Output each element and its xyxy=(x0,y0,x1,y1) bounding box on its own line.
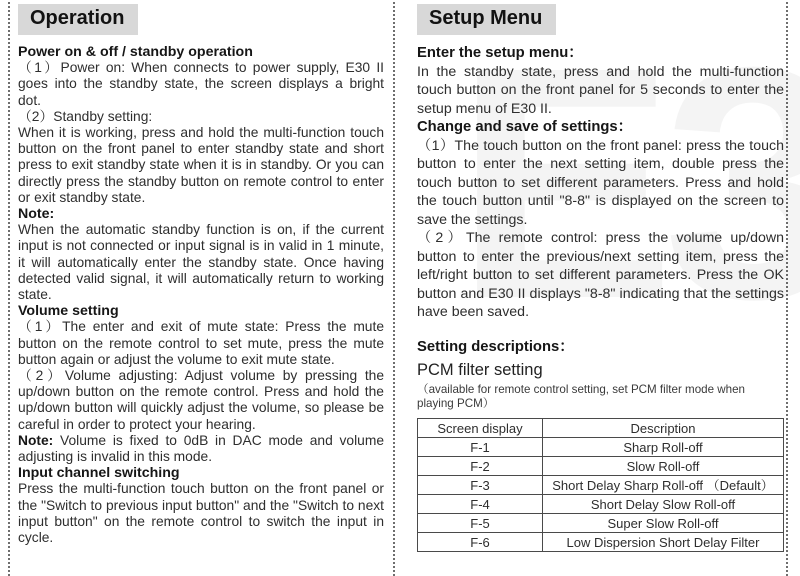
paragraph-power-on: （1）Power on: When connects to power supply, E30 II goes into the standby state, the screen displays a bright dot. xyxy=(18,60,384,108)
pcm-filter-caption: （available for remote control setting, set PCM filter mode when playing PCM） xyxy=(417,383,745,410)
table-header-row xyxy=(418,419,784,438)
heading-power-on-off: Power on & off / standby operation xyxy=(18,44,253,60)
table-row xyxy=(418,514,784,533)
left-perforation-border xyxy=(8,0,10,576)
operation-column xyxy=(18,0,384,546)
description-cell: Low Dispersion Short Delay Filter xyxy=(543,533,784,552)
screen-display-cell: F-5 xyxy=(418,514,543,533)
heading-change-save-settings: Change and save of settings： xyxy=(417,119,633,135)
note-inline-label: Note: xyxy=(18,432,54,448)
heading-note: Note: xyxy=(18,206,55,223)
screen-display-cell: F-1 xyxy=(418,438,543,457)
paragraph-mute-state: （1）The enter and exit of mute state: Press the mute button on the remote control to set mute, press the mute button again or adjust the volume to exit mute state. xyxy=(18,319,384,367)
table-row xyxy=(418,476,784,495)
paragraph-standby-setting-body: When it is working, press and hold the multi-function touch button on the front panel to enter standby state and short press to exit standby state when it is in standby. Or you can directly press the standby button on remote control to enter or exit standby state. xyxy=(18,125,384,205)
operation-section-header: Operation xyxy=(18,4,138,35)
subheading-pcm-filter-setting: PCM filter setting xyxy=(417,361,543,379)
paragraph-touch-button: （1）The touch button on the front panel: press the touch button to enter the next setting item, double press the touch button to set different parameters. Press and hold the touch button until "8-8" is displayed on the screen to save the settings. xyxy=(417,137,784,228)
screen-display-cell: F-6 xyxy=(418,533,543,552)
table-row xyxy=(418,438,784,457)
screen-display-cell: F-3 xyxy=(418,476,543,495)
table-row xyxy=(418,495,784,514)
description-cell: Sharp Roll-off xyxy=(543,438,784,457)
note-inline-text: Volume is fixed to 0dB in DAC mode and volume adjusting is invalid in this mode. xyxy=(18,432,384,465)
description-cell: Slow Roll-off xyxy=(543,457,784,476)
paragraph-volume-note xyxy=(18,433,384,465)
table-row xyxy=(418,533,784,552)
paragraph-auto-standby: When the automatic standby function is on, if the current input is not connected or input signal is in valid in 1 minute, it will automatically enter the standby state. Once having detected valid signal, it will automatically return to working state. xyxy=(18,222,384,303)
heading-input-channel-switching: Input channel switching xyxy=(18,465,180,482)
pcm-filter-table xyxy=(417,418,784,552)
table-row xyxy=(418,457,784,476)
heading-volume-setting: Volume setting xyxy=(18,303,119,320)
description-cell: Short Delay Sharp Roll-off （Default） xyxy=(543,476,784,495)
paragraph-standby-setting-label: （2）Standby setting: xyxy=(18,108,153,124)
description-cell: Short Delay Slow Roll-off xyxy=(543,495,784,514)
column-header-description: Description xyxy=(543,419,784,438)
paragraph-remote-control: （2）The remote control: press the volume up/down button to enter the previous/next setting item, press the left/right button to set different parameters. Press the OK button and E30 II displays "8-8" indicating that the settings have been saved. xyxy=(417,230,784,320)
column-divider xyxy=(393,0,395,576)
right-perforation-border xyxy=(786,0,788,576)
paragraph-enter-setup-menu: In the standby state, press and hold the multi-function touch button on the front panel for 5 seconds to enter the setup menu of E30 II. xyxy=(417,63,784,117)
heading-setting-descriptions: Setting descriptions： xyxy=(417,338,575,355)
screen-display-cell: F-2 xyxy=(418,457,543,476)
setup-menu-column xyxy=(417,0,784,552)
column-header-screen-display: Screen display xyxy=(418,419,543,438)
setup-menu-section-header: Setup Menu xyxy=(417,4,556,35)
screen-display-cell: F-4 xyxy=(418,495,543,514)
paragraph-input-switching: Press the multi-function touch button on the front panel or the "Switch to previous input button" and the "Switch to next input button" on the remote control to switch the input in cycle. xyxy=(18,481,384,546)
heading-enter-setup-menu: Enter the setup menu： xyxy=(417,45,584,61)
description-cell: Super Slow Roll-off xyxy=(543,514,784,533)
paragraph-volume-adjusting: （2）Volume adjusting: Adjust volume by pressing the up/down button on the remote control. Press and hold the up/down button will quickly adjust the volume, so please be careful in order to protect your hearing. xyxy=(18,368,384,432)
